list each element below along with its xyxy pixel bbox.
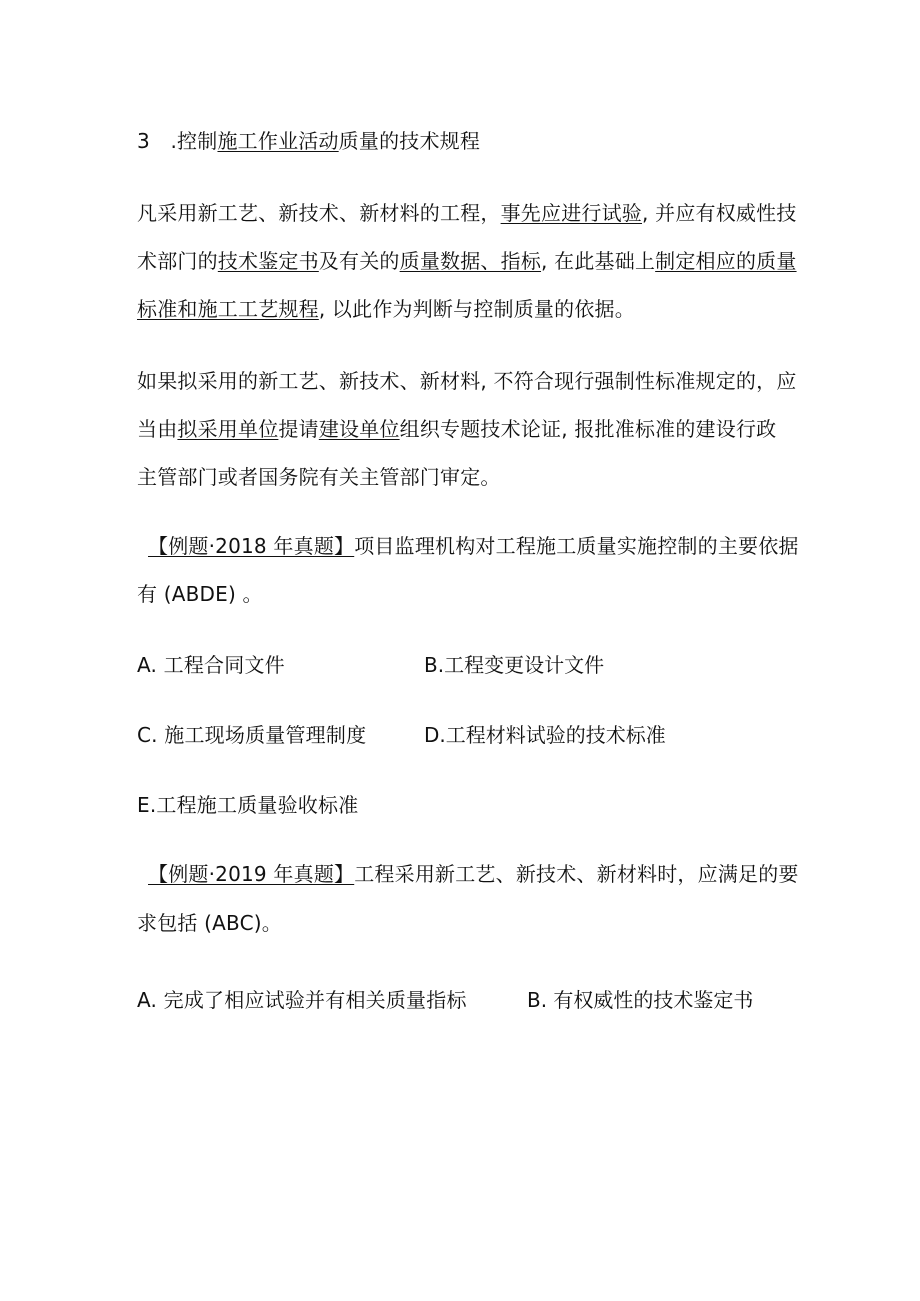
para1-text: , 在此基础上: [541, 249, 656, 273]
para1-underlined-text: 标准和施工工艺规程: [137, 297, 319, 321]
example1-question-line-1: [148, 532, 799, 560]
para2-text: 提请: [278, 417, 319, 441]
example2-question-line-1: [148, 860, 799, 888]
example1-option-d: D.工程材料试验的技术标准: [424, 723, 666, 747]
para1-text: 及有关的: [318, 249, 400, 273]
para2-line-3: 主管部门或者国务院有关主管部门审定。: [137, 465, 501, 489]
example1-option-e: E.工程施工质量验收标准: [137, 793, 359, 817]
section-heading: [137, 127, 480, 155]
para2-line-1: 如果拟采用的新工艺、新技术、新材料, 不符合现行强制性标准规定的，应: [137, 369, 797, 393]
para1-line-3: [137, 295, 635, 323]
example1-option-b: B.工程变更设计文件: [424, 653, 605, 677]
para2-line-2: [137, 415, 776, 443]
example1-tag: 【例题·2018 年真题】: [148, 534, 355, 558]
para2-text: 组织专题技术论证, 报批准标准的建设行政: [399, 417, 777, 441]
para1-underlined-text: 制定相应的质量: [655, 249, 797, 273]
para1-text: , 并应有权威性技: [642, 201, 797, 225]
example1-option-c: C. 施工现场质量管理制度: [137, 723, 367, 747]
para1-text: 术部门的: [137, 249, 218, 273]
section-number: 3: [137, 129, 150, 153]
para2-text: 当由: [137, 417, 178, 441]
para1-underlined-text: 技术鉴定书: [217, 249, 319, 273]
para1-text: 凡采用新工艺、新技术、新材料的工程，: [137, 201, 501, 225]
example1-option-a: A. 工程合同文件: [137, 653, 285, 677]
para1-line-2: [137, 247, 797, 275]
para2-underlined-text: 建设单位: [318, 417, 400, 441]
example2-question-line-2: 求包括 (ABC)。: [137, 911, 282, 935]
para2-underlined-text: 拟采用单位: [177, 417, 279, 441]
section-title-part-1: .控制: [170, 129, 218, 153]
example2-option-a: A. 完成了相应试验并有相关质量指标: [137, 988, 467, 1012]
example1-question-line-2: 有 (ABDE) 。: [137, 582, 263, 606]
example2-question-text: 工程采用新工艺、新技术、新材料时，应满足的要: [354, 862, 799, 886]
section-title-underlined: 施工作业活动: [217, 129, 339, 153]
para1-underlined-text: 质量数据、指标: [399, 249, 542, 273]
section-title-part-3: 质量的技术规程: [338, 129, 481, 153]
example2-option-b: B. 有权威性的技术鉴定书: [527, 988, 754, 1012]
para1-underlined-text: 事先应进行试验: [500, 201, 643, 225]
example2-tag: 【例题·2019 年真题】: [148, 862, 355, 886]
para1-text: , 以此作为判断与控制质量的依据。: [318, 297, 635, 321]
para1-line-1: [137, 199, 797, 227]
example1-question-text: 项目监理机构对工程施工质量实施控制的主要依据: [354, 534, 799, 558]
